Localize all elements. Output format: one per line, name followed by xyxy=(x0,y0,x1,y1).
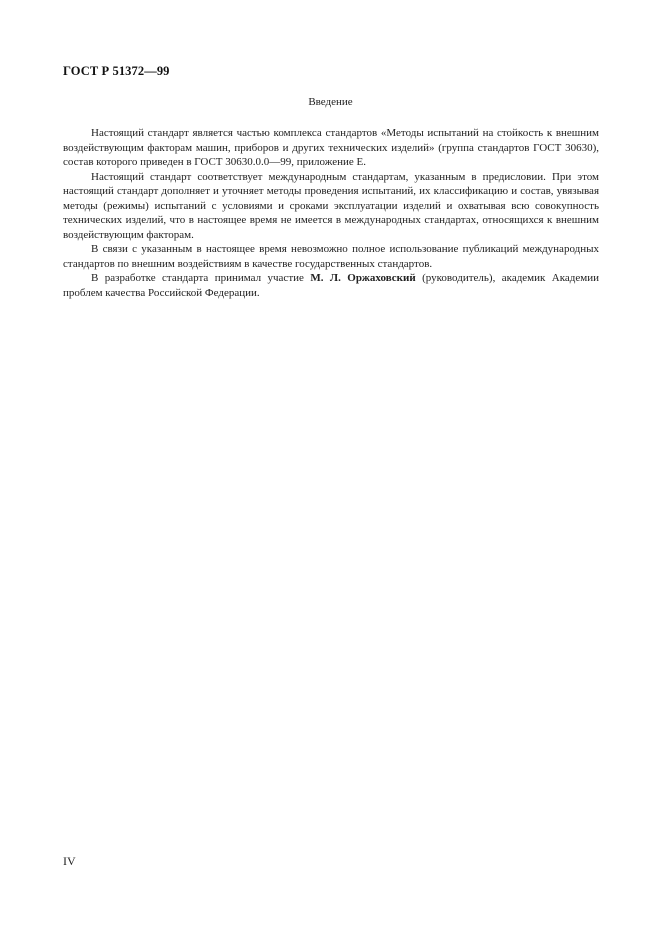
page-number: IV xyxy=(63,854,76,868)
paragraph-4 xyxy=(63,271,599,300)
paragraph-3: В связи с указанным в настоящее время невозможно полное использование публикаций международных стандартов по внешним воздействиям в качестве государственных стандартов. xyxy=(63,243,599,270)
paragraph-4-lead: В разработке стандарта принимал участие xyxy=(91,272,311,284)
introduction-body xyxy=(63,126,599,300)
paragraph-2: Настоящий стандарт соответствует международным стандартам, указанным в предисловии. При этом настоящий стандарт дополняет и уточняет методы проведения испытаний, их классификацию и состав, увязывая методы (режимы) испытаний с условиями и сроками эксплуатации изделий и охватывая всю совокупность технических изделий, что в настоящее время не имеется в международных стандартах, относящихся к внешним воздействующим факторам. xyxy=(63,170,599,241)
section-title: Введение xyxy=(308,96,353,108)
paragraph-4-tail: (руководитель), академик Академии проблем качества Российской Федерации. xyxy=(63,272,600,299)
paragraph-1: Настоящий стандарт является частью комплекса стандартов «Методы испытаний на стойкость к внешним воздействующим факторам машин, приборов и других технических изделий» (группа стандартов ГОСТ 30630), состав которого приведен в ГОСТ 30630.0.0—99, приложение Е. xyxy=(63,127,599,168)
document-code-header: ГОСТ Р 51372—99 xyxy=(63,64,170,78)
author-name: М. Л. Оржаховский xyxy=(310,272,416,284)
